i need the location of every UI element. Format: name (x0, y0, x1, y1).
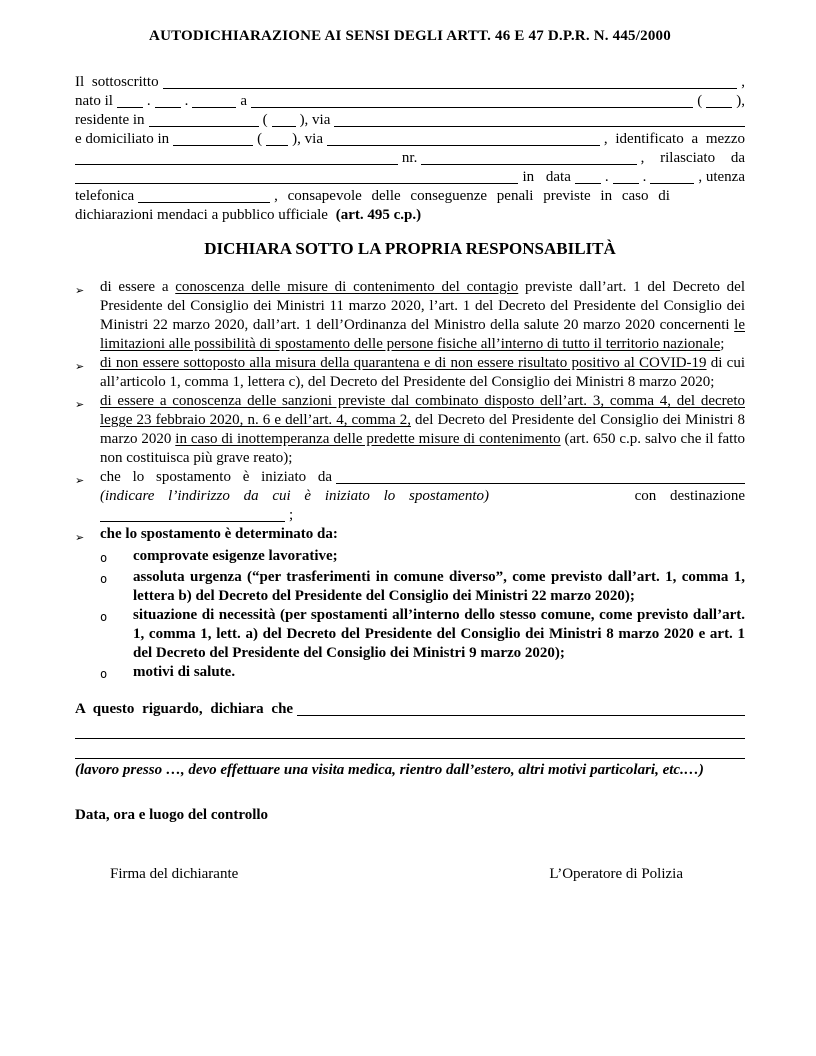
sub-option-4-text: motivi di salute. (133, 664, 236, 680)
sub-option-1 (75, 547, 745, 568)
circle-bullet-icon: o (100, 572, 108, 586)
intro-mendaci-text: dichiarazioni mendaci a pubblico ufficiale (75, 207, 332, 223)
punctuation: ( (262, 112, 268, 128)
label-via: ), via (292, 131, 323, 147)
arrow-bullet-icon: ➢ (75, 474, 85, 487)
label-a-questo-riguardo: A questo riguardo, dichiara che (75, 701, 294, 717)
blank-line (75, 151, 398, 165)
signature-row (75, 865, 745, 884)
underlined-segment: di non essere sottoposto alla misura della quarantena e di non essere risultato positivo al COVID-19 (100, 355, 707, 371)
punctuation: ), (736, 93, 745, 109)
intro-line-5 (75, 149, 745, 168)
intro-line-1 (75, 73, 745, 92)
blank-line (192, 94, 236, 108)
blank-line (336, 470, 745, 484)
underlined-segment: conoscenza delle misure di contenimento del contagio (175, 279, 519, 295)
blank-line (334, 113, 745, 127)
arrow-bullet-icon: ➢ (75, 531, 85, 544)
bullet-item-4 (75, 468, 745, 525)
blank-line (613, 170, 639, 184)
blank-line (706, 94, 732, 108)
blank-line (297, 702, 745, 716)
blank-line (327, 132, 600, 146)
police-operator-label: L’Operatore di Polizia (549, 866, 683, 882)
arrow-bullet-icon: ➢ (75, 284, 85, 297)
blank-line (117, 94, 143, 108)
blank-line (155, 94, 181, 108)
label-nato-il: nato il (75, 93, 113, 109)
blank-line (149, 113, 259, 127)
circle-bullet-icon: o (100, 610, 108, 624)
blank-line (75, 170, 518, 184)
intro-line-6 (75, 168, 745, 187)
text-segment: di cui all’articolo 1, comma 1, lettera c), del Decreto del Presidente del Consiglio dei Ministri 8 marzo 2020; (100, 355, 745, 390)
bullet-5-lead: che lo spostamento è determinato da: (100, 526, 338, 542)
arrow-bullet-icon: ➢ (75, 360, 85, 373)
blank-line (421, 151, 636, 165)
punctuation: , (741, 74, 745, 90)
sub-option-2-text: assoluta urgenza (“per trasferimenti in comune diverso”, come previsto dall’art. 1, comma 1, lettera b) del Decreto del Presidente del Consiglio dei Ministri 22 marzo 2020); (133, 569, 745, 604)
label-a: a (240, 93, 248, 109)
label-nr: nr. (401, 150, 418, 166)
document-title: AUTODICHIARAZIONE AI SENSI DEGLI ARTT. 46 E 47 D.P.R. N. 445/2000 (149, 28, 671, 44)
label-rilasciato-da: , rilasciato da (640, 150, 745, 166)
label-in-data: in data (522, 169, 571, 185)
bullet-item-3 (75, 392, 745, 468)
text-segment: ; (720, 336, 725, 352)
text-segment: previste dall’art. 1 del Decreto del Presidente del Consiglio dei Ministri 11 marzo 2020, l’art. 1 del Decreto del Presidente del Consiglio dei Ministri 22 marzo 2020, dall’art. 1 dell’Ordinanza del Ministro della salute 20 marzo 2020 concernenti (100, 279, 745, 333)
intro-line-4 (75, 130, 745, 149)
sub-option-1-text: comprovate esigenze lavorative; (133, 548, 338, 564)
label-con-destinazione: con destinazione (634, 488, 745, 504)
punctuation: . (604, 169, 609, 185)
intro-paragraph (75, 73, 745, 225)
blank-line (251, 94, 693, 108)
art-495-reference: (art. 495 c.p.) (335, 207, 422, 223)
underlined-segment: in caso di inottemperanza delle predette misure di contenimento (175, 431, 561, 447)
hint-indirizzo: (indicare l’indirizzo da cui è iniziato lo spostamento) (100, 488, 490, 504)
blank-line (138, 189, 270, 203)
sub-option-3 (75, 606, 745, 663)
intro-line-3 (75, 111, 745, 130)
punctuation: ( (257, 131, 263, 147)
declaration-heading: DICHIARA SOTTO LA PROPRIA RESPONSABILITÀ (204, 239, 616, 258)
bullet-4-line-2 (100, 487, 745, 506)
sub-option-4 (75, 663, 745, 684)
sub-option-3-text: situazione di necessità (per spostamenti all’interno dello stesso comune, come previsto dall’art. 1, comma 1, lett. a) del Decreto del Presidente del Consiglio dei Ministri 8 marzo 2020 e art. 1 del Decreto del Presidente del Consiglio dei Ministri 9 marzo 2020); (133, 607, 745, 661)
bullet-item-2 (75, 354, 745, 392)
blank-line (75, 739, 745, 759)
label-residente-in: residente in (75, 112, 145, 128)
punctuation: . (146, 93, 151, 109)
text-segment: del Decreto del Presidente del Consiglio dei Ministri 8 marzo 2020 (100, 412, 746, 447)
punctuation: . (184, 93, 189, 109)
blank-line (266, 132, 288, 146)
label-telefonica: telefonica (75, 188, 135, 204)
label-identificato: , identificato a mezzo (603, 131, 745, 147)
punctuation: ; (289, 507, 294, 523)
blank-line (173, 132, 253, 146)
underlined-segment: le limitazioni alle possibilità di spostamento delle persone fisiche all’interno di tutto il territorio nazionale (100, 317, 745, 352)
punctuation: . (642, 169, 647, 185)
label-domiciliato-in: e domiciliato in (75, 131, 170, 147)
circle-bullet-icon: o (100, 551, 108, 565)
examples-note: (lavoro presso …, devo effettuare una visita medica, rientro dall’estero, altri motivi particolari, etc.…) (75, 762, 704, 778)
blank-line (75, 719, 745, 739)
label-il-sottoscritto: Il sottoscritto (75, 74, 159, 90)
blank-line (575, 170, 601, 184)
text-segment: (art. 650 c.p. salvo che il fatto non costituisca più grave reato); (100, 431, 745, 466)
circle-bullet-icon: o (100, 667, 108, 681)
blank-line (650, 170, 694, 184)
arrow-bullet-icon: ➢ (75, 398, 85, 411)
control-datetime-label: Data, ora e luogo del controllo (75, 807, 269, 823)
blank-line (100, 508, 285, 522)
declarant-signature-label: Firma del dichiarante (110, 866, 239, 882)
sub-option-2 (75, 568, 745, 606)
declaration-free-text-line (75, 700, 745, 719)
intro-line-8 (75, 206, 745, 225)
intro-consapevole-text: , consapevole delle conseguenze penali previste in caso di (274, 188, 670, 204)
label-spostamento-iniziato: che lo spostamento è iniziato da (100, 469, 333, 485)
bullet-4-text (100, 468, 745, 525)
bullet-4-line-1 (100, 468, 745, 487)
bullet-2-text (100, 354, 745, 392)
text-segment: di essere a (100, 279, 176, 295)
label-utenza: , utenza (698, 169, 745, 185)
blank-line (272, 113, 296, 127)
label-via: ), via (299, 112, 331, 128)
bullet-4-line-3 (100, 506, 745, 525)
blank-line (163, 75, 738, 89)
bullet-3-text (100, 392, 745, 468)
punctuation: ( (697, 93, 703, 109)
bullet-item-1 (75, 278, 745, 354)
bullet-1-text (100, 278, 745, 354)
bullet-item-5 (75, 525, 745, 547)
underlined-segment: di essere a conoscenza delle sanzioni previste dal combinato disposto dell’art. 3, comma 4, del decreto legge 23 febbraio 2020, n. 6 e dell’art. 4, comma 2, (100, 393, 745, 428)
intro-line-7 (75, 187, 745, 206)
intro-line-2 (75, 92, 745, 111)
